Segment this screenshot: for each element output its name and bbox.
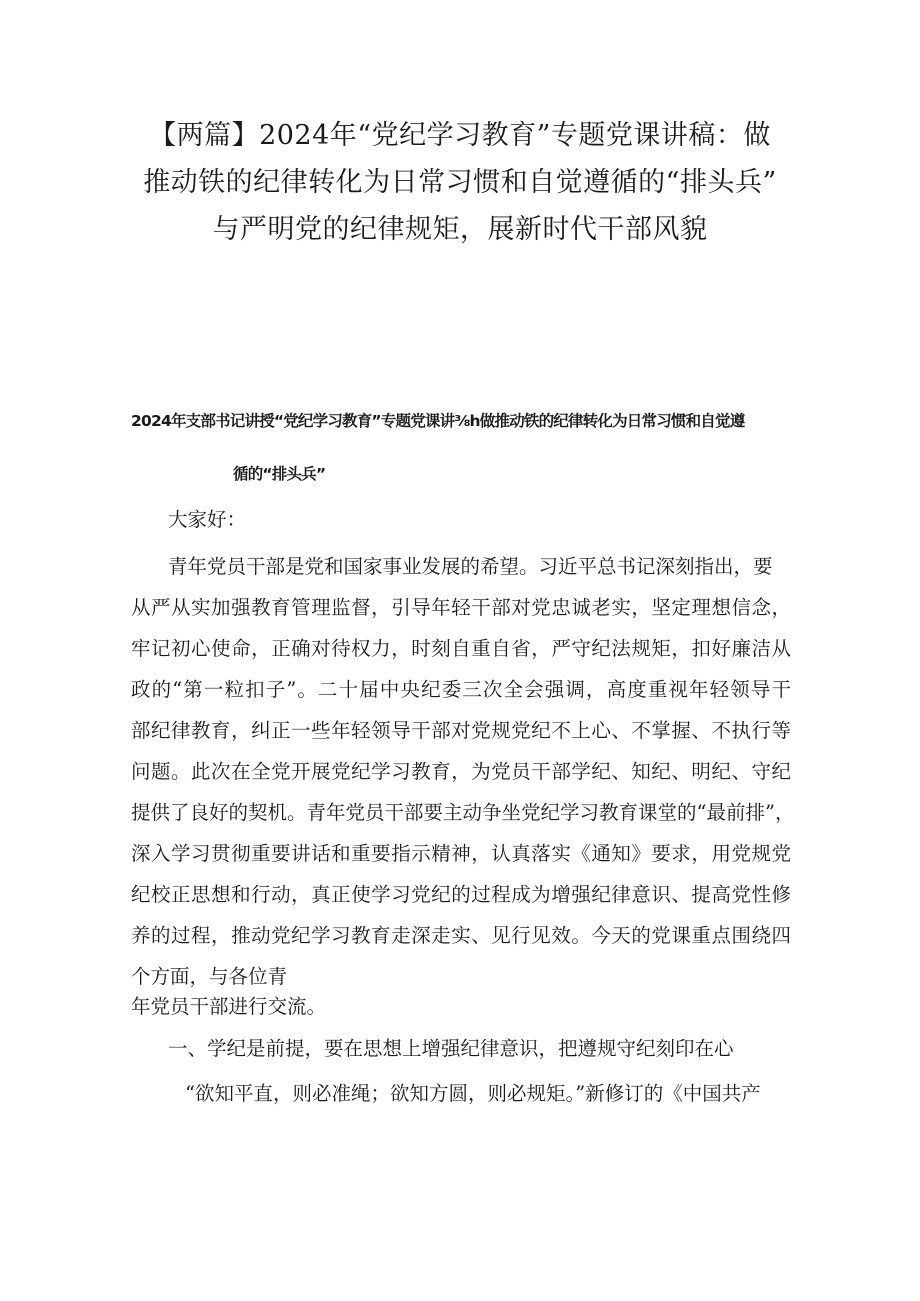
subtitle-line-2: 循的“排头兵” bbox=[233, 465, 326, 483]
paragraph-line: 部纪律教育，纠正一些年轻领导干部对党规党纪不上心、不掌握、不执行等 bbox=[131, 719, 791, 742]
paragraph-line: 牢记初心使命，正确对待权力，时刻自重自省，严守纪法规矩，扣好廉洁从 bbox=[131, 637, 791, 660]
paragraph-line: 青年党员干部是党和国家事业发展的希望。习近平总书记深刻指出，要 bbox=[168, 555, 773, 578]
subtitle-line-1: 2024年支部书记讲授“党纪学习教育”专题党课讲⅜h做推动铁的纪律转化为日常习惯和自觉遵 bbox=[131, 412, 745, 430]
greeting: 大家好： bbox=[168, 508, 247, 531]
title-line-2: 推动铁的纪律转化为日常习惯和自觉遵循的“排头兵” bbox=[143, 167, 777, 198]
paragraph-line: “欲知平直，则必准绳；欲知方圆，则必规矩。”新修订的《中国共产 bbox=[185, 1082, 761, 1105]
paragraph-line: 政的“第一粒扣子”。二十届中央纪委三次全会强调，高度重视年轻领导干 bbox=[131, 678, 791, 701]
paragraph-line: 深入学习贯彻重要讲话和重要指示精神，认真落实《通知》要求，用党规党 bbox=[131, 842, 791, 865]
title-line-3: 与严明党的纪律规矩，展新时代干部风貌 bbox=[212, 214, 708, 245]
paragraph-line: 养的过程，推动党纪学习教育走深走实、见行见效。今天的党课重点围绕四 bbox=[131, 924, 791, 947]
paragraph-line: 年党员干部进行交流。 bbox=[131, 995, 327, 1018]
paragraph-line: 提供了良好的契机。青年党员干部要主动争坐党纪学习教育课堂的“最前排”， bbox=[131, 801, 795, 824]
paragraph-line: 纪校正思想和行动，真正使学习党纪的过程成为增强纪律意识、提高党性修 bbox=[131, 883, 791, 906]
paragraph-line: 问题。此次在全党开展党纪学习教育，为党员干部学纪、知纪、明纪、守纪 bbox=[131, 760, 791, 783]
document-title bbox=[100, 112, 820, 253]
title-line-1: 【两篇】2024年“党纪学习教育”专题党课讲稿：做 bbox=[149, 120, 771, 151]
paragraph-line: 个方面，与各位青 bbox=[131, 965, 288, 988]
section-heading: 一、学纪是前提，要在思想上增强纪律意识，把遵规守纪刻印在心 bbox=[168, 1037, 734, 1060]
paragraph-line: 从严从实加强教育管理监督，引导年轻干部对党忠诚老实，坚定理想信念， bbox=[131, 596, 791, 619]
